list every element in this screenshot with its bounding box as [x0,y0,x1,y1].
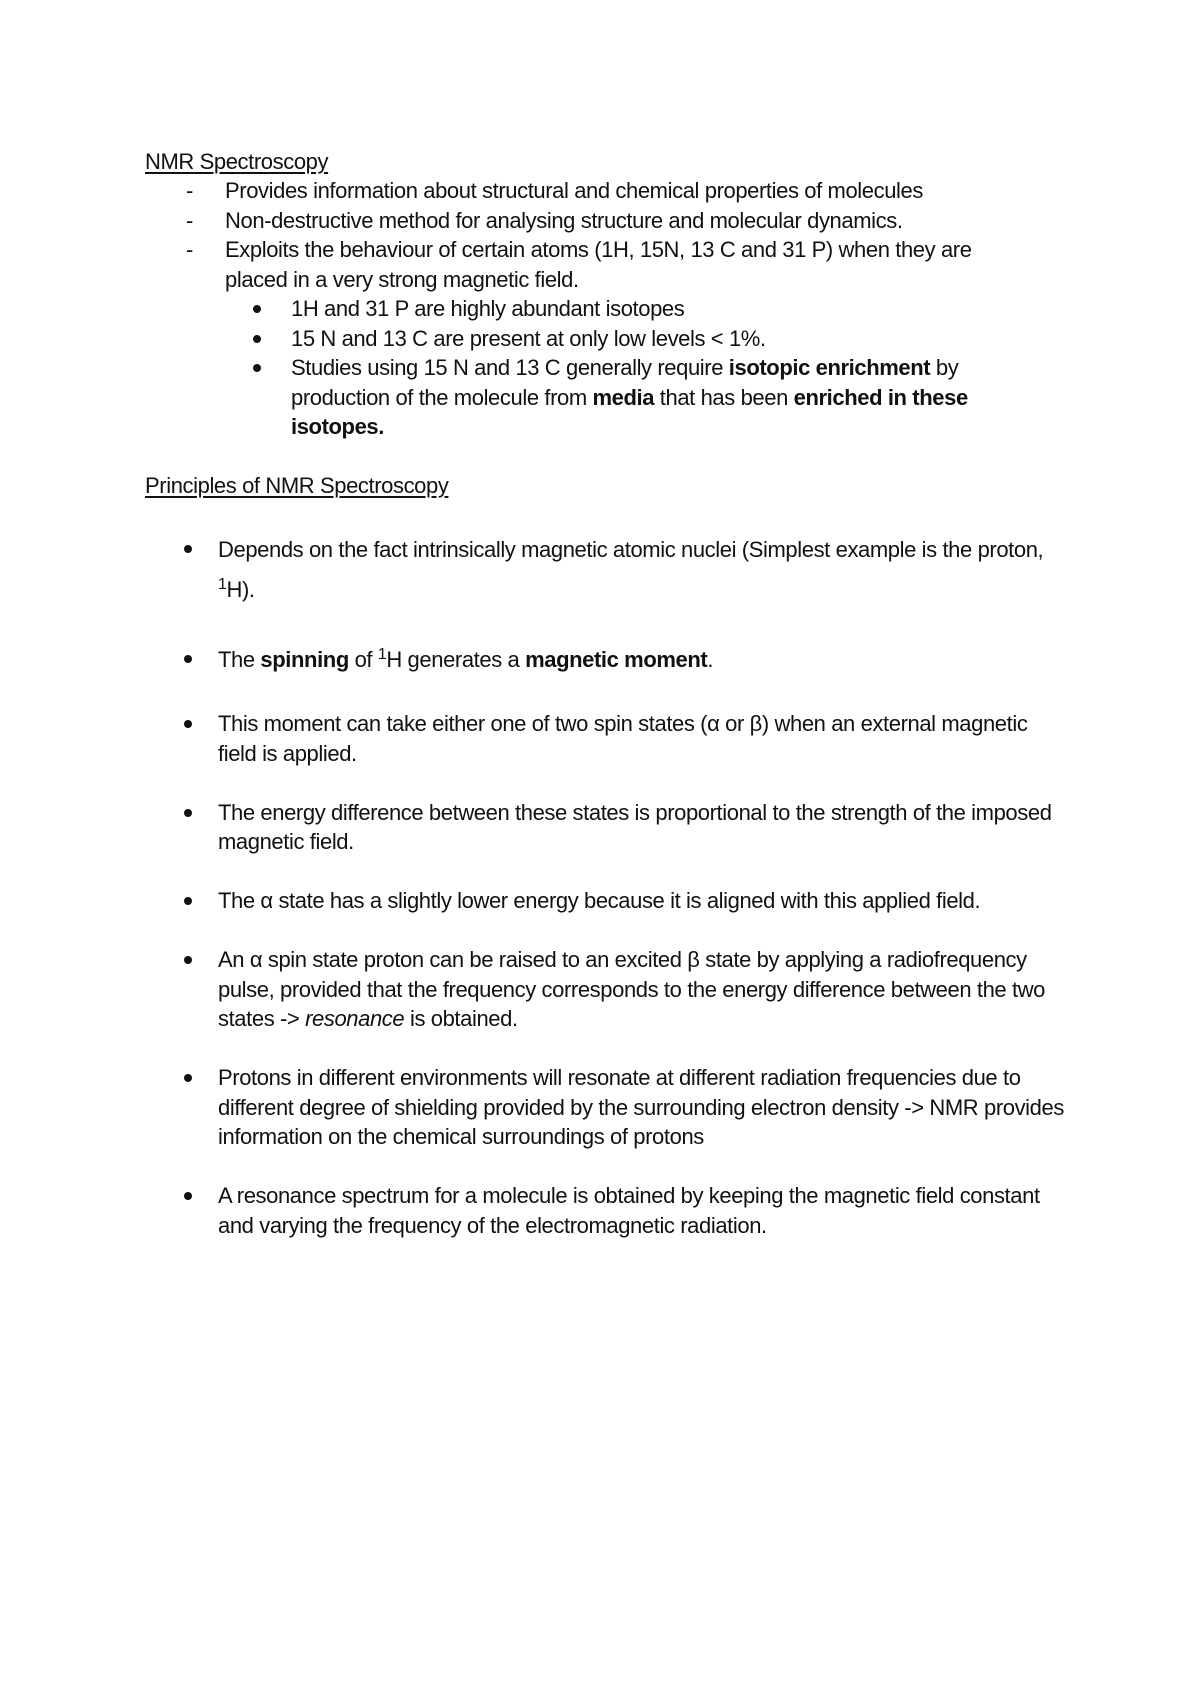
list-item-text: of [348,646,378,672]
bullet-icon [184,1192,192,1200]
list-item-text: A resonance spectrum for a molecule is obtained by keeping the magnetic field constant and varying the frequency of the electromagnetic radiation. [218,1183,1040,1238]
list-item-text: by production of the molecule from [291,355,959,410]
bullet-icon [253,364,261,372]
list-item [0,798,1068,857]
bold-text: media [592,384,655,410]
bullet-icon [184,1074,192,1082]
bullet-icon [184,545,192,553]
list-item [0,640,1068,680]
list-item-text: 1H and 31 P are highly abundant isotopes [291,296,685,321]
bullet-icon [184,956,192,964]
bullet-icon [184,809,192,817]
list-item-text: The α state has a slightly lower energy because it is aligned with this applied field. [218,888,981,913]
bullet-icon [253,335,261,343]
list-item-text: Depends on the fact intrinsically magnetic atomic nuclei (Simplest example is the proton, [218,537,1044,562]
bullet-icon [253,305,261,313]
list-item-text: An α spin state proton can be raised to an excited β state by applying a radiofrequency pulse, provided that the frequency corresponds to the energy difference between the two states -> [218,947,1046,1031]
list-item [0,206,1025,236]
dash-marker: - [186,207,193,233]
sub-bullet-list [225,294,1025,442]
list-item-text: Studies using 15 N and 13 C generally require [291,355,729,380]
dash-list [0,176,1200,442]
list-item [0,1181,1068,1240]
superscript: 1 [218,576,227,593]
list-item-text: 15 N and 13 C are present at only low levels < 1%. [291,325,766,351]
bold-text: magnetic moment [525,646,708,672]
list-item-text: Non-destructive method for analysing structure and molecular dynamics. [225,207,903,233]
list-item [0,1063,1068,1152]
bullet-icon [184,720,192,728]
list-item-text: H generates a [386,646,526,672]
list-item [0,530,1068,610]
list-item-text: Protons in different environments will resonate at different radiation frequencies due to different degree of shielding provided by the surrounding electron density -> NMR provides information on the chemical surroundings of protons [218,1065,1064,1149]
list-item-text: Exploits the behaviour of certain atoms (1H, 15N, 13 C and 31 P) when they are placed in a very strong magnetic field. [225,237,972,292]
bold-text: isotopic enrichment [728,355,931,380]
bullet-list [0,530,1200,1270]
section-heading-principles: Principles of NMR Spectroscopy [145,473,449,498]
italic-text: resonance [305,1006,405,1031]
list-item [0,176,1025,206]
list-item [0,235,1025,442]
list-item-text: This moment can take either one of two spin states (α or β) when an external magnetic field is applied. [218,711,1028,766]
list-item-text: . [707,646,714,672]
list-item-text: is obtained. [404,1006,518,1031]
sub-list-item [291,353,1031,442]
list-item-text: The [218,646,261,672]
list-item [0,886,1068,916]
dash-marker: - [186,237,193,262]
sub-list-item [291,324,1031,354]
list-item-text: H). [226,577,255,602]
list-item [0,709,1068,768]
list-item-text: that has been [654,384,794,410]
section-heading-nmr-spectroscopy: NMR Spectroscopy [145,149,329,174]
superscript: 1 [377,645,387,663]
dash-marker: - [186,178,193,203]
list-item-text: The energy difference between these states is proportional to the strength of the imposed magnetic field. [218,799,1052,854]
list-item [0,945,1068,1034]
bullet-icon [184,897,192,905]
bullet-icon [184,655,192,663]
bold-text: enriched in these isotopes. [291,384,968,439]
bold-text: spinning [260,646,349,672]
sub-list-item [291,294,1031,324]
list-item-text: Provides information about structural and chemical properties of molecules [225,178,923,203]
